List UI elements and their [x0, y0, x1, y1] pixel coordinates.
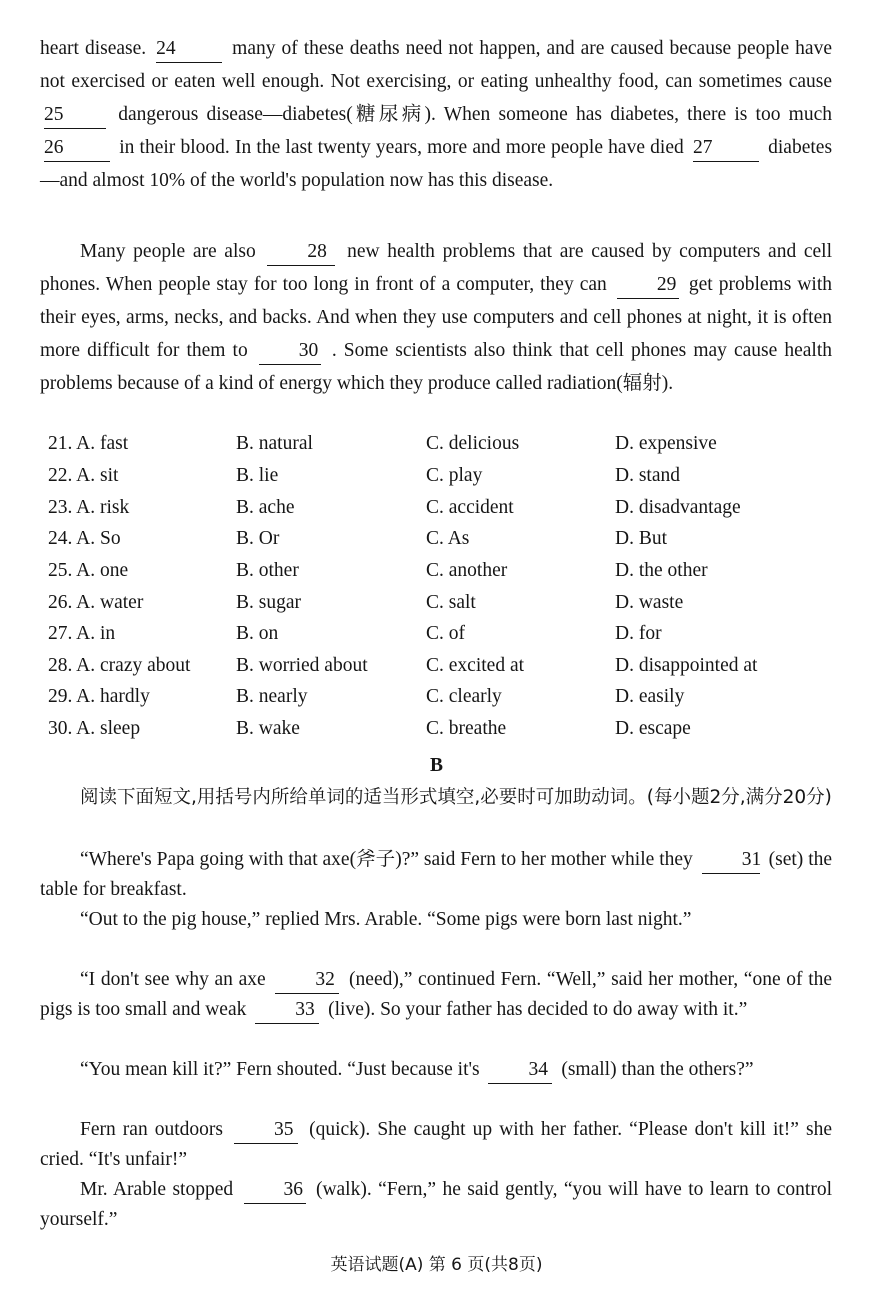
passage-a-paragraph-2: [40, 235, 832, 400]
option-letter: C.: [426, 686, 444, 707]
section-b-label: B: [429, 755, 443, 776]
option-d: But: [638, 528, 668, 549]
story-paragraph-31: [40, 845, 832, 905]
blank-25: 25: [44, 102, 106, 129]
story-paragraph-35: [40, 1115, 832, 1175]
option-letter: C.: [426, 592, 444, 613]
blank-28: 28: [267, 239, 335, 266]
option-c: As: [447, 528, 470, 549]
passage-text: many of these deaths need not happen, and are caused because people have not exercised or eaten well enough. Not exercising, or eating unhealthy food, can sometimes cause: [40, 38, 832, 92]
option-letter: B.: [236, 528, 254, 549]
option-letter: C.: [426, 433, 444, 454]
option-a: So: [100, 528, 121, 549]
option-a: crazy about: [100, 655, 191, 676]
option-letter: B.: [236, 433, 254, 454]
option-letter: D.: [615, 686, 634, 707]
story-paragraph-32-33: [40, 965, 832, 1025]
blank-31: 31: [702, 847, 760, 874]
passage-text: get problems with their eyes, arms, necks, and backs. And when they use computers and cell phones at night, it is often more difficult for them to: [40, 274, 832, 361]
option-letter: D.: [615, 592, 634, 613]
option-row-28: [40, 650, 840, 681]
blank-29: 29: [617, 272, 679, 299]
option-b: ache: [258, 497, 295, 518]
passage-text: diabetes—and almost 10% of the world's population now has this disease.: [40, 137, 833, 191]
option-d: disappointed at: [638, 655, 758, 676]
question-number: 30. A.: [48, 718, 96, 739]
question-number: 29. A.: [48, 686, 96, 707]
option-letter: D.: [615, 560, 634, 581]
option-row-22: [40, 460, 840, 491]
option-b: lie: [258, 465, 279, 486]
option-letter: B.: [236, 623, 254, 644]
option-letter: D.: [615, 528, 634, 549]
question-number: 23. A.: [48, 497, 96, 518]
story-text: “Where's Papa going with that axe(斧子)?” said Fern to her mother while they: [80, 849, 693, 870]
option-c: delicious: [448, 433, 520, 454]
option-c: another: [448, 560, 508, 581]
option-letter: B.: [236, 497, 254, 518]
question-number: 26. A.: [48, 592, 96, 613]
option-row-24: [40, 523, 840, 554]
blank-32: 32: [275, 967, 339, 994]
story-text: (small) than the others?”: [561, 1059, 754, 1080]
blank-27: 27: [693, 135, 759, 162]
blank-30: 30: [259, 338, 321, 365]
story-text: (need),” continued Fern. “Well,” said her mother, “one of the pigs is too small and weak: [40, 969, 833, 1020]
option-row-25: [40, 555, 840, 586]
blank-26: 26: [44, 135, 110, 162]
story-text: (live). So your father has decided to do away with it.”: [328, 999, 748, 1020]
question-number: 24. A.: [48, 528, 96, 549]
option-a: hardly: [100, 686, 150, 707]
option-c: excited at: [448, 655, 525, 676]
option-letter: C.: [426, 623, 444, 644]
option-letter: B.: [236, 718, 254, 739]
story-text: Fern ran outdoors: [80, 1119, 223, 1140]
option-d: escape: [638, 718, 691, 739]
story-text: Mr. Arable stopped: [80, 1179, 234, 1200]
question-number: 21. A.: [48, 433, 96, 454]
option-d: expensive: [638, 433, 717, 454]
option-row-27: [40, 618, 840, 649]
option-a: water: [100, 592, 144, 613]
question-number: 28. A.: [48, 655, 96, 676]
question-number: 22. A.: [48, 465, 96, 486]
option-letter: C.: [426, 718, 444, 739]
option-letter: B.: [236, 465, 254, 486]
option-letter: B.: [236, 560, 254, 581]
option-c: play: [448, 465, 483, 486]
story-paragraph-36: [40, 1175, 832, 1235]
option-b: natural: [258, 433, 313, 454]
option-c: accident: [448, 497, 514, 518]
option-letter: C.: [426, 560, 444, 581]
story-paragraph-34: [40, 1055, 832, 1085]
option-c: of: [448, 623, 466, 644]
passage-text: heart disease.: [40, 38, 147, 59]
question-number: 25. A.: [48, 560, 96, 581]
story-paragraph-pig-house: [40, 905, 832, 935]
option-row-23: [40, 492, 840, 523]
option-b: sugar: [258, 592, 302, 613]
option-d: disadvantage: [638, 497, 741, 518]
option-row-30: [40, 713, 840, 744]
option-b: wake: [258, 718, 300, 739]
option-row-26: [40, 587, 840, 618]
option-letter: D.: [615, 433, 634, 454]
option-letter: C.: [426, 465, 444, 486]
passage-text: . Some scientists also think that cell phones may cause health problems because of a kind of energy which they produce called radiation(辐射).: [40, 340, 832, 394]
option-letter: D.: [615, 655, 634, 676]
blank-33: 33: [255, 997, 319, 1024]
story-text: “You mean kill it?” Fern shouted. “Just because it's: [80, 1059, 480, 1080]
option-a: risk: [100, 497, 130, 518]
option-b: on: [258, 623, 279, 644]
option-c: clearly: [448, 686, 502, 707]
option-a: sit: [100, 465, 119, 486]
option-a: fast: [100, 433, 129, 454]
option-letter: C.: [426, 655, 444, 676]
option-d: waste: [638, 592, 684, 613]
blank-24: 24: [156, 36, 222, 63]
option-row-29: [40, 681, 840, 712]
story-text: (walk). “Fern,” he said gently, “you will have to learn to control yourself.”: [40, 1179, 833, 1230]
option-d: stand: [638, 465, 681, 486]
option-letter: C.: [426, 497, 444, 518]
option-letter: D.: [615, 465, 634, 486]
option-letter: D.: [615, 497, 634, 518]
option-letter: B.: [236, 592, 254, 613]
passage-text: Many people are also: [80, 241, 256, 262]
option-c: salt: [448, 592, 476, 613]
option-b: Or: [258, 528, 280, 549]
option-letter: B.: [236, 655, 254, 676]
passage-text: in their blood. In the last twenty years, more and more people have died: [119, 137, 684, 158]
section-b-instructions: 阅读下面短文,用括号内所给单词的适当形式填空,必要时可加助动词。(每小题2分,满分20分): [80, 787, 832, 808]
option-d: easily: [638, 686, 685, 707]
option-b: nearly: [258, 686, 308, 707]
option-letter: B.: [236, 686, 254, 707]
option-letter: D.: [615, 623, 634, 644]
option-d: the other: [638, 560, 708, 581]
option-a: one: [100, 560, 129, 581]
option-row-21: [40, 428, 840, 459]
passage-a-paragraph-1: [40, 32, 832, 197]
option-c: breathe: [448, 718, 507, 739]
option-b: worried about: [258, 655, 368, 676]
option-b: other: [258, 560, 299, 581]
option-a: in: [100, 623, 116, 644]
story-text: “I don't see why an axe: [80, 969, 266, 990]
story-text: (quick). She caught up with her father. “Please don't kill it!” she cried. “It's unfair!”: [40, 1119, 832, 1170]
option-a: sleep: [100, 718, 141, 739]
blank-36: 36: [244, 1177, 306, 1204]
option-letter: D.: [615, 718, 634, 739]
story-text: “Out to the pig house,” replied Mrs. Arable. “Some pigs were born last night.”: [80, 909, 692, 930]
passage-text: new health problems that are caused by computers and cell phones. When people stay for too long in front of a computer, they can: [40, 241, 833, 295]
page-footer: 英语试题(A) 第 6 页(共8页): [330, 1255, 543, 1275]
blank-34: 34: [488, 1057, 552, 1084]
blank-35: 35: [234, 1117, 298, 1144]
option-d: for: [638, 623, 662, 644]
option-letter: C.: [426, 528, 444, 549]
story-text: (set) the table for breakfast.: [40, 849, 833, 900]
passage-text: dangerous disease—diabetes(糖尿病). When someone has diabetes, there is too much: [118, 104, 832, 125]
question-number: 27. A.: [48, 623, 96, 644]
